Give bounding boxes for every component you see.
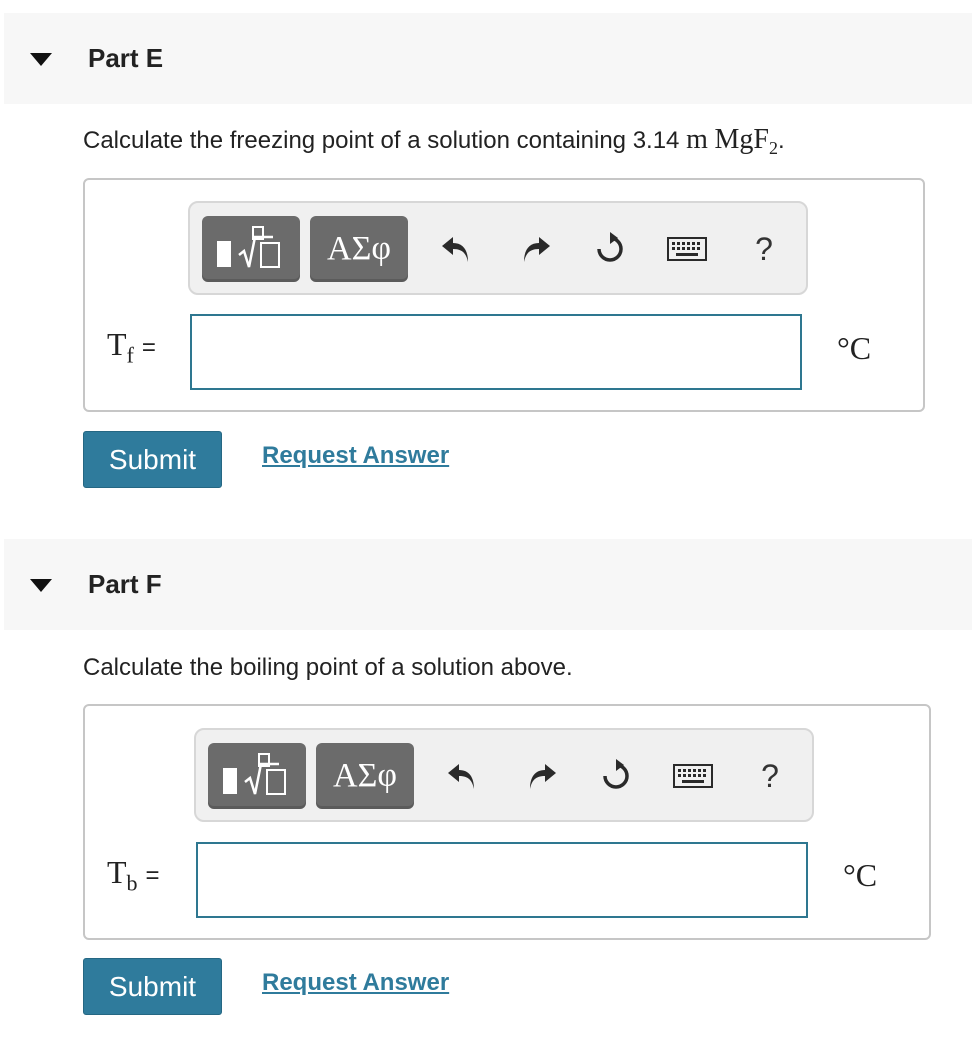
request-answer-link[interactable]: Request Answer bbox=[262, 442, 450, 469]
answer-input[interactable] bbox=[190, 314, 802, 390]
part-title: Part F bbox=[88, 569, 162, 599]
submit-button[interactable]: Submit bbox=[83, 958, 222, 1015]
greek-symbols-button[interactable]: ΑΣφ bbox=[316, 743, 414, 809]
unit-label: °C bbox=[843, 857, 878, 893]
collapse-caret-icon[interactable] bbox=[30, 53, 52, 66]
greek-symbols-button[interactable]: ΑΣφ bbox=[310, 216, 408, 282]
templates-icon bbox=[209, 223, 293, 275]
templates-button[interactable] bbox=[202, 216, 300, 282]
keyboard-icon[interactable] bbox=[671, 754, 715, 798]
help-icon[interactable]: ? bbox=[755, 230, 773, 267]
reset-icon[interactable] bbox=[596, 754, 636, 798]
question-text: Calculate the freezing point of a solution containing 3.14 m MgF$_2$. bbox=[83, 124, 785, 158]
redo-icon[interactable] bbox=[516, 227, 556, 271]
unit-label: °C bbox=[837, 330, 872, 366]
answer-box bbox=[83, 704, 931, 940]
answer-box bbox=[83, 178, 925, 412]
reset-icon[interactable] bbox=[590, 227, 630, 271]
math-toolbar bbox=[194, 728, 814, 822]
templates-button[interactable] bbox=[208, 743, 306, 809]
variable-label: $T_b$ = bbox=[107, 854, 160, 896]
part-title: Part E bbox=[88, 43, 164, 73]
submit-button[interactable]: Submit bbox=[83, 431, 222, 488]
variable-label: $T_f$ = bbox=[107, 326, 156, 368]
collapse-caret-icon[interactable] bbox=[30, 579, 52, 592]
help-icon[interactable]: ? bbox=[761, 757, 779, 794]
redo-icon[interactable] bbox=[522, 754, 562, 798]
question-text: Calculate the boiling point of a solution above. bbox=[83, 654, 573, 681]
request-answer-link[interactable]: Request Answer bbox=[262, 969, 450, 996]
templates-icon bbox=[215, 750, 299, 802]
answer-input[interactable] bbox=[196, 842, 808, 918]
keyboard-icon[interactable] bbox=[665, 227, 709, 271]
part-e-header[interactable] bbox=[4, 13, 972, 104]
math-toolbar bbox=[188, 201, 808, 295]
part-f-header[interactable] bbox=[4, 539, 972, 630]
undo-icon[interactable] bbox=[442, 754, 482, 798]
undo-icon[interactable] bbox=[436, 227, 476, 271]
